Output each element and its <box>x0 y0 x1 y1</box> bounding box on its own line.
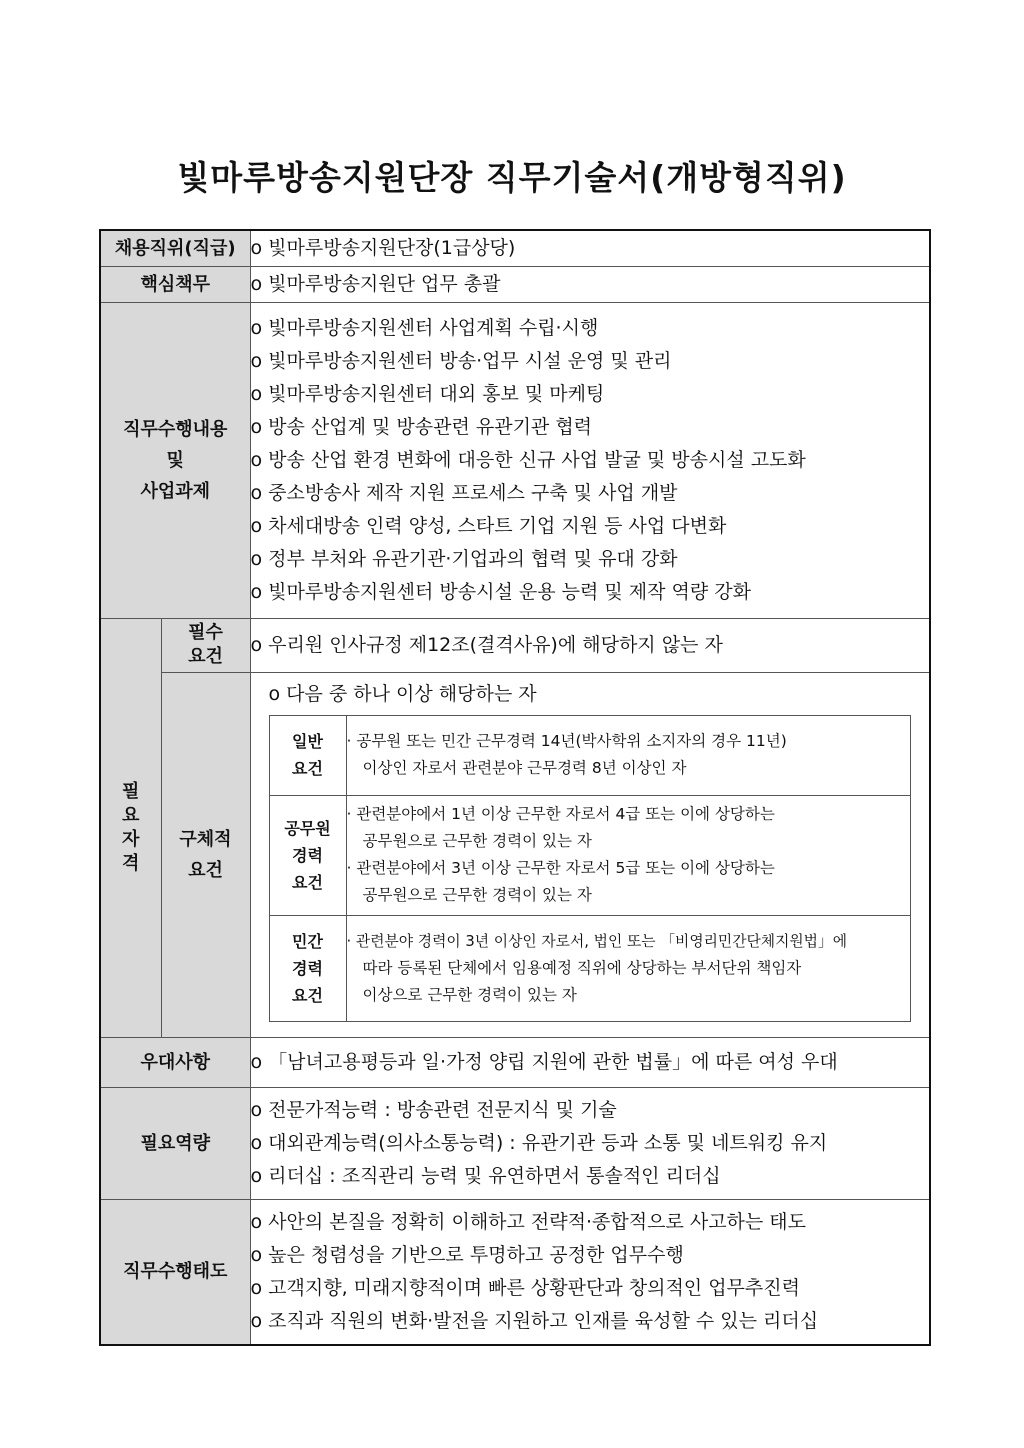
row-attitude <box>100 1199 930 1345</box>
content-mandatory <box>250 618 930 672</box>
label-char: 필 <box>122 780 140 802</box>
label-attitude: 직무수행태도 <box>100 1199 250 1345</box>
row-mandatory-requirement <box>100 618 930 672</box>
bullet-line: 공무원으로 근무한 경력이 있는 자 <box>362 886 592 904</box>
content-core-duty <box>250 266 930 302</box>
bullet-line: · 관련분야 경력이 3년 이상인 자로서, 법인 또는 「비영리민간단체지원법」에 <box>346 932 848 950</box>
content-competency <box>250 1087 930 1199</box>
duty-item: o 정부 부처와 유관기관·기업과의 협력 및 유대 강화 <box>250 547 678 570</box>
group-private <box>269 915 911 1021</box>
label-char: 자 <box>122 828 140 850</box>
bullet-line: 이상으로 근무한 경력이 있는 자 <box>362 985 577 1004</box>
bullet-line: 공무원으로 근무한 경력이 있는 자 <box>362 832 592 850</box>
label-line: 일반 <box>292 732 323 751</box>
label-line: 및 <box>166 449 184 471</box>
content-attitude <box>250 1199 930 1345</box>
label-line: 요건 <box>292 985 323 1005</box>
attitude-item: o 고객지향, 미래지향적이며 빠른 상황판단과 창의적인 업무추진력 <box>250 1276 800 1299</box>
row-position <box>100 230 930 266</box>
competency-item: o 리더십 : 조직관리 능력 및 유연하면서 통솔적인 리더십 <box>250 1164 721 1187</box>
bullet-line: · 관련분야에서 1년 이상 근무한 자로서 4급 또는 이에 상당하는 <box>346 805 775 823</box>
content-position <box>250 230 930 266</box>
attitude-item: o 높은 청렴성을 기반으로 투명하고 공정한 업무수행 <box>250 1243 684 1266</box>
label-line: 공무원 <box>284 818 331 838</box>
bullet-line: 따라 등록된 단체에서 임용예정 직위에 상당하는 부서단위 책임자 <box>362 958 802 977</box>
row-specific-requirement <box>100 672 930 1037</box>
content-specific <box>250 672 930 1037</box>
job-description-table <box>99 229 931 1346</box>
label-general <box>269 715 346 795</box>
specific-wrap <box>251 673 930 1034</box>
row-core-duty <box>100 266 930 302</box>
content-civil-servant <box>346 795 911 915</box>
label-qualification <box>100 618 161 1037</box>
label-line: 직무수행내용 <box>123 418 228 440</box>
attitude-item: o 조직과 직원의 변화·발전을 지원하고 인재를 육성할 수 있는 리더십 <box>250 1309 819 1332</box>
specific-intro: o 다음 중 하나 이상 해당하는 자 <box>268 682 537 705</box>
content-preference <box>250 1037 930 1087</box>
text-line: o 빛마루방송지원단장(1급상당) <box>250 236 516 259</box>
duty-item: o 빛마루방송지원센터 사업계획 수립·시행 <box>250 316 599 339</box>
label-line: 경력 <box>292 958 323 978</box>
row-competency <box>100 1087 930 1199</box>
duty-item: o 빛마루방송지원센터 방송·업무 시설 운영 및 관리 <box>250 349 672 372</box>
duty-item: o 방송 산업계 및 방송관련 유관기관 협력 <box>250 415 593 438</box>
label-civil-servant <box>269 795 346 915</box>
label-line: 요건 <box>292 759 323 778</box>
label-line: 요건 <box>188 859 223 881</box>
label-char: 요 <box>122 804 140 826</box>
competency-item: o 대외관계능력(의사소통능력) : 유관기관 등과 소통 및 네트워킹 유지 <box>250 1131 828 1154</box>
duty-item: o 중소방송사 제작 지원 프로세스 구축 및 사업 개발 <box>250 481 678 504</box>
label-position: 채용직위(직급) <box>100 230 250 266</box>
bullet-line: 이상인 자로서 관련분야 근무경력 8년 이상인 자 <box>362 759 687 777</box>
label-line: 사업과제 <box>140 480 211 502</box>
requirement-detail-table <box>269 715 912 1022</box>
row-duties <box>100 302 930 618</box>
label-specific <box>161 672 250 1037</box>
label-private <box>269 915 346 1021</box>
text-line: o 「남녀고용평등과 일·가정 양립 지원에 관한 법률」에 따른 여성 우대 <box>250 1050 838 1073</box>
label-duties <box>100 302 250 618</box>
bullet-line: · 관련분야에서 3년 이상 근무한 자로서 5급 또는 이에 상당하는 <box>346 859 775 877</box>
label-core-duty: 핵심책무 <box>100 266 250 302</box>
text-line: o 우리원 인사규정 제12조(결격사유)에 해당하지 않는 자 <box>250 633 723 656</box>
label-line: 필수 <box>188 622 223 643</box>
content-private <box>346 915 911 1021</box>
duty-item: o 차세대방송 인력 양성, 스타트 기업 지원 등 사업 다변화 <box>250 514 727 537</box>
label-line: 요건 <box>292 872 323 892</box>
duty-item: o 방송 산업 환경 변화에 대응한 신규 사업 발굴 및 방송시설 고도화 <box>250 448 806 471</box>
group-general <box>269 715 911 795</box>
group-civil-servant <box>269 795 911 915</box>
attitude-item: o 사안의 본질을 정확히 이해하고 전략적·종합적으로 사고하는 태도 <box>250 1210 807 1233</box>
competency-item: o 전문가적능력 : 방송관련 전문지식 및 기술 <box>250 1098 617 1121</box>
duty-item: o 빛마루방송지원센터 대외 홍보 및 마케팅 <box>250 382 605 405</box>
row-preference <box>100 1037 930 1087</box>
text-line: o 빛마루방송지원단 업무 총괄 <box>250 272 501 295</box>
label-line: 민간 <box>292 931 323 951</box>
label-preference: 우대사항 <box>100 1037 250 1087</box>
duty-item: o 빛마루방송지원센터 방송시설 운용 능력 및 제작 역량 강화 <box>250 580 751 603</box>
document-title: 빛마루방송지원단장 직무기술서(개방형직위) <box>177 158 847 197</box>
content-general <box>346 715 911 795</box>
content-duties <box>250 302 930 618</box>
label-line: 요건 <box>188 646 223 667</box>
label-line: 경력 <box>292 845 323 865</box>
label-competency: 필요역량 <box>100 1087 250 1199</box>
bullet-line: · 공무원 또는 민간 근무경력 14년(박사학위 소지자의 경우 11년) <box>346 732 787 750</box>
label-mandatory <box>161 618 250 672</box>
label-char: 격 <box>122 852 140 874</box>
label-line: 구체적 <box>179 828 232 850</box>
